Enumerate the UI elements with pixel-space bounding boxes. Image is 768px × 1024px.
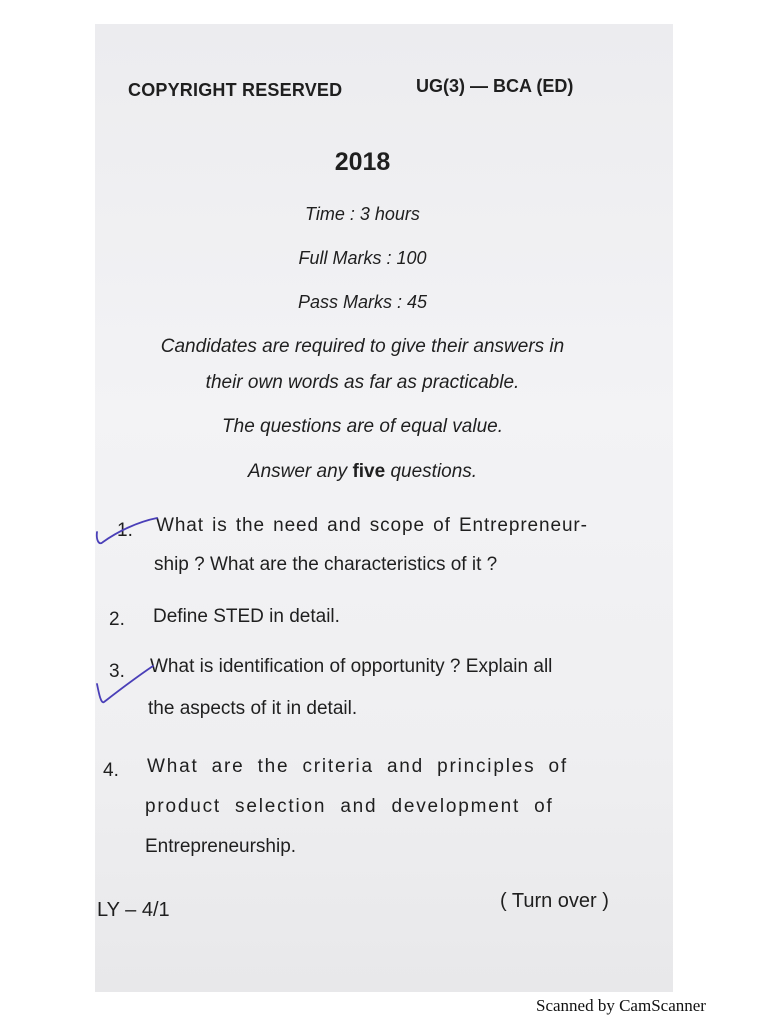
question-3-line-2: the aspects of it in detail. <box>148 698 358 719</box>
question-4-line-2: product selection and development of <box>145 796 554 817</box>
exam-year: 2018 <box>334 148 391 176</box>
time-allowed: Time : 3 hours <box>305 204 420 224</box>
question-number: 1. <box>117 520 133 541</box>
question-number: 3. <box>109 661 125 682</box>
pass-marks: Pass Marks : 45 <box>297 292 428 312</box>
instruction-line-4 <box>95 461 630 483</box>
question-number: 2. <box>109 609 125 630</box>
question-1-line-2: ship ? What are the characteristics of it ? <box>154 554 498 575</box>
scanner-watermark: Scanned by CamScanner <box>536 996 706 1015</box>
exam-paper <box>95 24 673 992</box>
instruction-emphasis: five <box>352 461 386 482</box>
question-number: 4. <box>103 760 119 781</box>
question-1-line-1: What is the need and scope of Entrepreneur- <box>156 515 588 536</box>
check-mark-icon <box>95 664 161 710</box>
question-4-line-3: Entrepreneurship. <box>145 836 297 857</box>
instruction-pre: Answer any <box>247 461 353 482</box>
paper-code: LY – 4/1 <box>97 899 170 921</box>
instruction-post: questions. <box>385 461 478 482</box>
question-2-line-1: Define STED in detail. <box>153 606 340 627</box>
course-code: UG(3) — BCA (ED) <box>416 76 574 96</box>
check-mark-icon <box>95 518 163 554</box>
turn-over-note: ( Turn over ) <box>500 890 609 912</box>
instruction-line-2: their own words as far as practicable. <box>205 372 520 393</box>
instruction-line-1: Candidates are required to give their answers in <box>160 336 565 357</box>
question-4-line-1: What are the criteria and principles of <box>147 756 568 777</box>
question-3-line-1: What is identification of opportunity ? Explain all <box>150 656 553 677</box>
full-marks: Full Marks : 100 <box>298 248 427 268</box>
copyright-notice: COPYRIGHT RESERVED <box>128 80 343 100</box>
instruction-line-3: The questions are of equal value. <box>222 416 503 437</box>
